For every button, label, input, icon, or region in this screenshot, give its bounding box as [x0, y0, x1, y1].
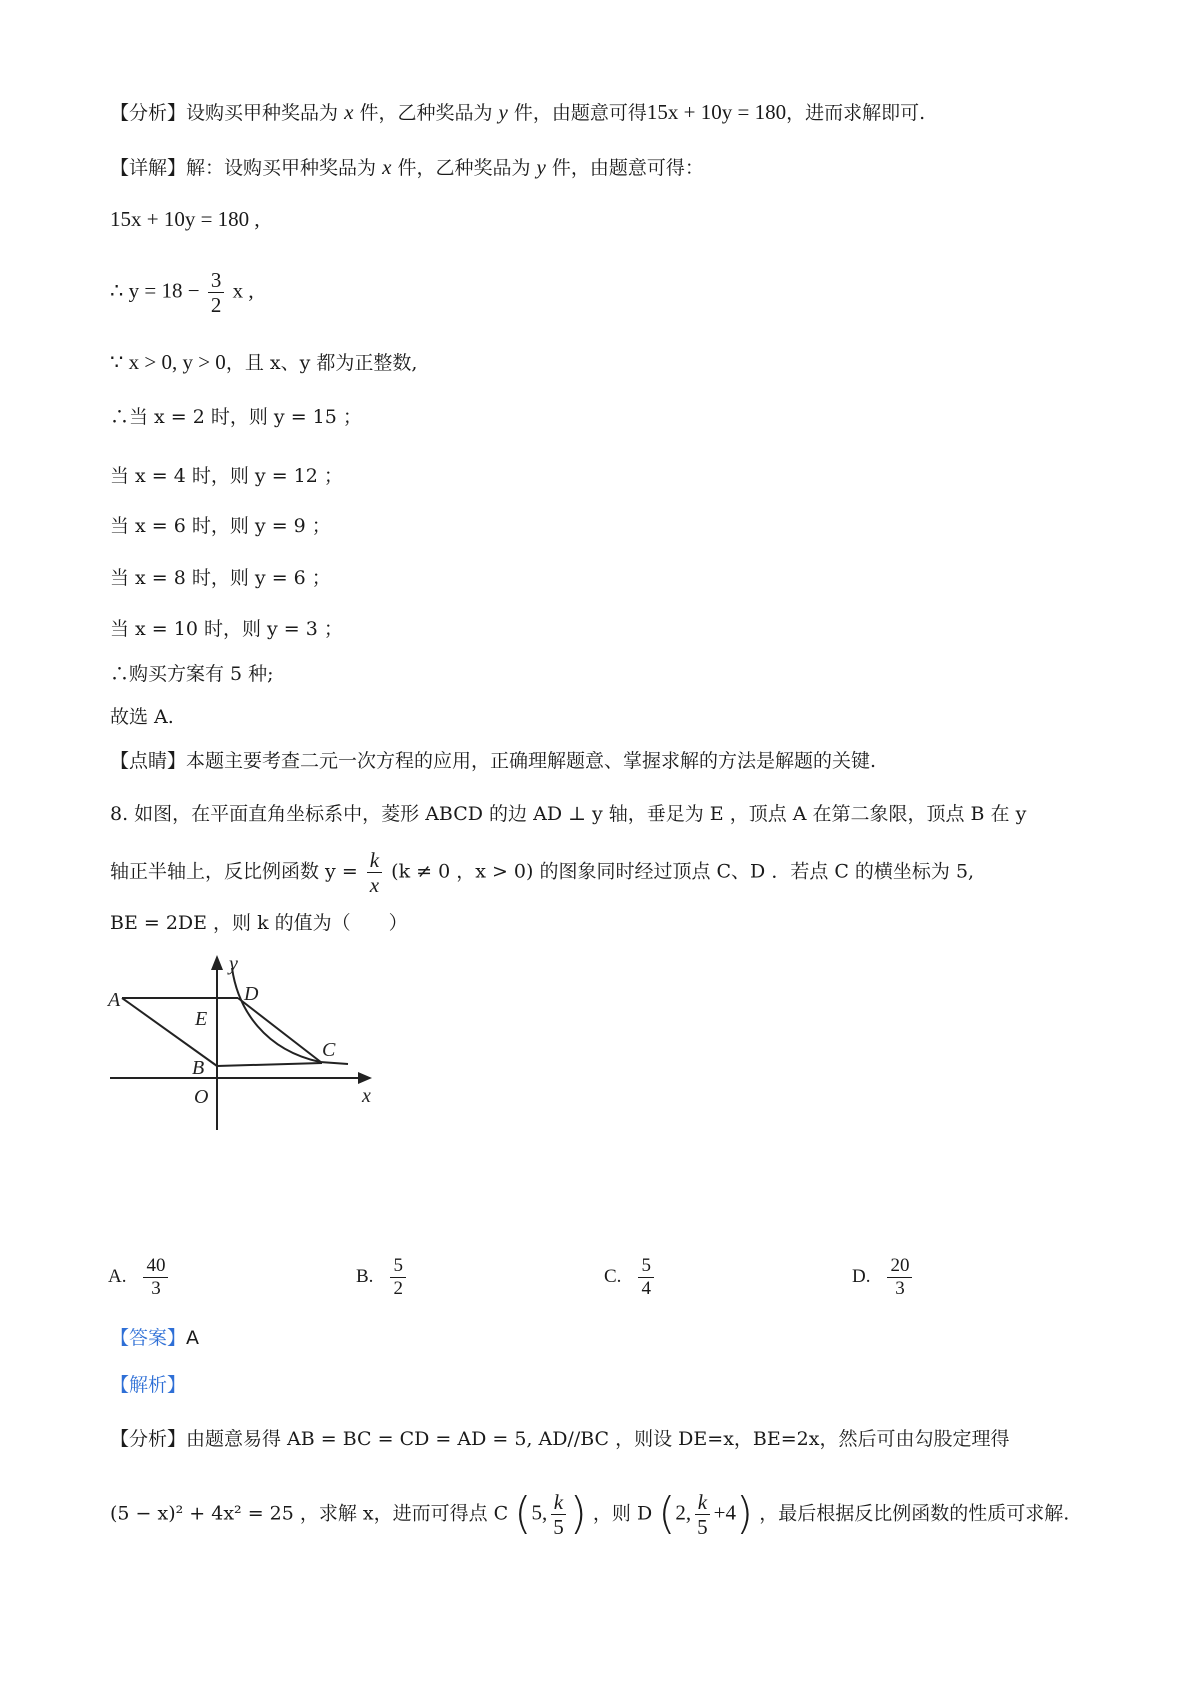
question-8-line-2-b: (k ≠ 0 ，x > 0) 的图象同时经过顶点 C、D ．若点 C 的横坐标为 5, [391, 860, 975, 883]
label-x: x [362, 1085, 371, 1107]
fraction-denominator: 2 [393, 1277, 403, 1299]
label-D: D [244, 983, 259, 1005]
option-d-fraction [887, 1255, 912, 1300]
y-axis-arrow [211, 955, 223, 970]
fraction-k-over-5 [550, 1490, 567, 1539]
fraction-denominator: 5 [553, 1514, 564, 1539]
case-5: 当 x = 10 时，则 y = 3 ； [110, 618, 343, 640]
choice: 故选 A. [110, 706, 174, 728]
label-A: A [108, 989, 121, 1011]
equation-2-suffix: x , [232, 278, 254, 303]
analysis-line [110, 100, 925, 125]
fraction-k-over-x [367, 848, 382, 897]
var-x: x [344, 100, 354, 124]
question-8-line-3: BE = 2DE ，则 k 的值为（ ） [110, 912, 408, 934]
equation-2-prefix: ∴ y = 18 − [110, 278, 200, 303]
comment-text: 本题主要考查二元一次方程的应用，正确理解题意、掌握求解的方法是解题的关键. [186, 750, 877, 772]
fraction-numerator: k [695, 1490, 710, 1515]
condition-line [110, 350, 417, 375]
detail-tag: 【详解】 [110, 157, 187, 179]
conclusion: ∴购买方案有 5 种; [110, 663, 274, 685]
question-8-line-2 [110, 848, 974, 897]
var-y: y [536, 155, 546, 179]
equation-1: 15x + 10y = 180 , [110, 207, 260, 231]
fraction-denominator: 2 [210, 293, 222, 318]
option-a[interactable] [108, 1255, 171, 1300]
left-paren: ( [514, 1488, 532, 1539]
detail-text-b: 件，乙种奖品为 [397, 157, 531, 179]
option-c-fraction [638, 1255, 654, 1300]
option-a-label: A. [108, 1266, 127, 1288]
left-paren: ( [658, 1488, 676, 1539]
comment-tag: 【点睛】 [110, 750, 187, 772]
case-4: 当 x = 8 时，则 y = 6 ； [110, 567, 331, 589]
right-paren: ) [569, 1488, 587, 1539]
point-d-tail: +4 [713, 1500, 736, 1525]
analysis-tag: 【分析】 [110, 102, 187, 124]
analysis-2-tag: 【分析】 [110, 1428, 187, 1450]
option-c[interactable] [604, 1255, 657, 1300]
analysis-text-b: 件，乙种奖品为 [359, 102, 493, 124]
answer-tag: 【答案】 [110, 1327, 187, 1349]
var-y: y [498, 100, 508, 124]
point-c-inner: 5, [531, 1500, 548, 1525]
analysis-2-line-2-a: (5 − x)² + 4x² = 25 ，求解 x，进而可得点 C [110, 1502, 509, 1525]
case-1: ∴当 x = 2 时，则 y = 15 ； [110, 406, 362, 428]
point-d-inner: 2, [675, 1500, 692, 1525]
fraction-k-over-5 [694, 1490, 711, 1539]
answer-line [110, 1327, 199, 1350]
analysis-text-d: ，进而求解即可. [786, 102, 926, 124]
fraction-numerator: 20 [887, 1255, 912, 1278]
fraction-numerator: 5 [638, 1255, 654, 1278]
fraction-denominator: 5 [697, 1514, 708, 1539]
label-B: B [192, 1057, 205, 1079]
label-E: E [195, 1008, 208, 1030]
rhombus-figure [100, 950, 400, 1140]
option-b-fraction [390, 1255, 406, 1300]
analysis-equation: 15x + 10y = 180 [646, 100, 787, 124]
analysis-text-c: 件，由题意可得 [513, 102, 647, 124]
option-d[interactable] [852, 1255, 915, 1300]
option-c-label: C. [604, 1266, 622, 1288]
analysis-2-line-1 [110, 1428, 1009, 1451]
label-O: O [194, 1086, 209, 1108]
x-axis-arrow [358, 1072, 372, 1084]
detail-line [110, 155, 704, 180]
fraction-numerator: 3 [208, 268, 225, 293]
fraction-numerator: k [551, 1490, 566, 1515]
analysis-2-line-2-end: ，最后根据反比例函数的性质可求解. [759, 1502, 1070, 1525]
side-BC [217, 1063, 322, 1066]
question-8-line-1: 8. 如图，在平面直角坐标系中，菱形 ABCD 的边 AD ⊥ y 轴，垂足为 E ，顶点 A 在第二象限，顶点 B 在 y [110, 803, 1027, 825]
option-b[interactable] [356, 1255, 409, 1300]
analysis-2-line-2-b: ，则 D [592, 1502, 653, 1525]
explanation-tag: 【解析】 [110, 1374, 187, 1396]
comment-line [110, 750, 876, 773]
fraction-numerator: 40 [143, 1255, 168, 1278]
fraction-denominator: 3 [895, 1277, 905, 1299]
detail-text-a: 解：设购买甲种奖品为 [186, 157, 377, 179]
fraction-denominator: 3 [151, 1277, 161, 1299]
analysis-2-line-2 [110, 1488, 1069, 1541]
fraction-denominator: x [369, 873, 380, 898]
equation-2 [110, 268, 254, 317]
option-b-label: B. [356, 1266, 374, 1288]
label-y: y [229, 953, 238, 975]
case-2: 当 x = 4 时，则 y = 12 ； [110, 465, 343, 487]
case-3: 当 x = 6 时，则 y = 9 ； [110, 515, 331, 537]
analysis-2-line-1-text: 由题意易得 AB = BC = CD = AD = 5, AD//BC ，则设 DE=x，BE=2x，然后可由勾股定理得 [186, 1428, 1010, 1450]
fraction-numerator: 5 [390, 1255, 406, 1278]
option-a-fraction [143, 1255, 168, 1300]
detail-text-c: 件，由题意可得： [551, 157, 704, 179]
right-paren: ) [736, 1488, 754, 1539]
condition-math: ∵ x > 0, y > 0 [110, 350, 226, 374]
answer-value: A [186, 1327, 200, 1349]
label-C: C [322, 1039, 336, 1061]
condition-text: ，且 x、y 都为正整数, [225, 352, 418, 374]
option-d-label: D. [852, 1266, 871, 1288]
fraction-three-halves [208, 268, 225, 317]
side-CD [238, 998, 322, 1063]
var-x: x [382, 155, 392, 179]
fraction-denominator: 4 [641, 1277, 651, 1299]
fraction-numerator: k [367, 848, 382, 873]
analysis-text-a: 设购买甲种奖品为 [186, 102, 339, 124]
question-8-line-2-a: 轴正半轴上，反比例函数 y = [110, 860, 358, 883]
